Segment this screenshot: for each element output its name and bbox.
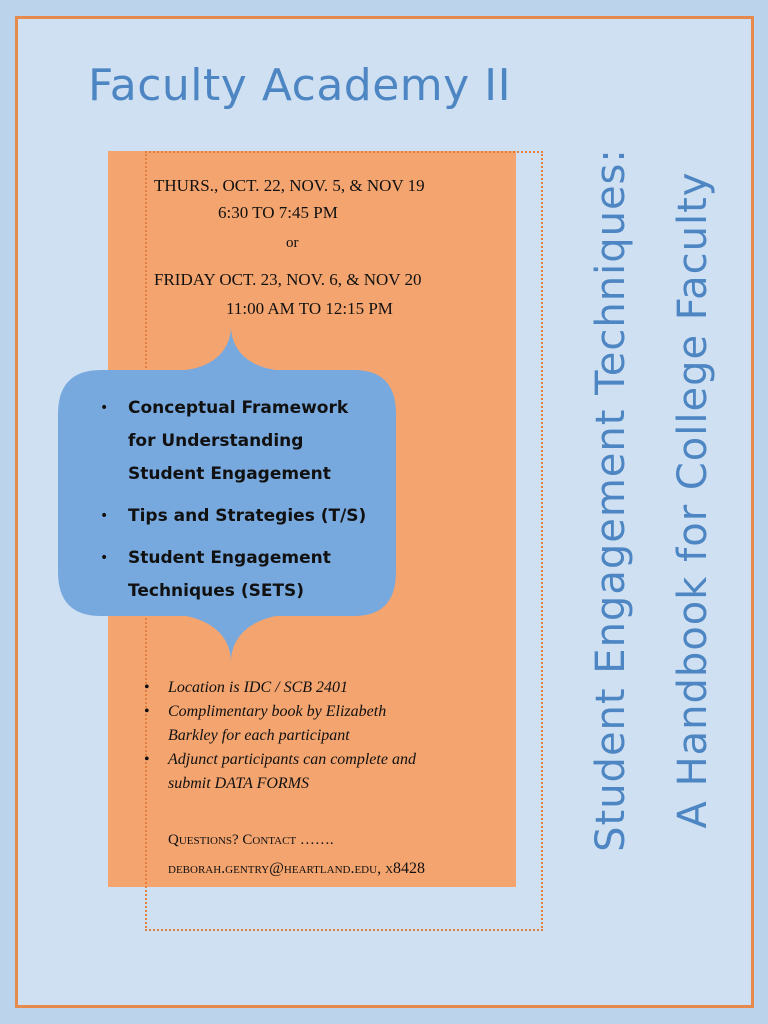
detail-item: [140, 748, 510, 796]
topic-item: [100, 542, 390, 608]
detail-item: [140, 676, 510, 700]
topic-item: [100, 392, 390, 491]
schedule-thursday-time: 6:30 TO 7:45 PM: [218, 203, 338, 222]
topic-line: Tips and Strategies (T/S): [128, 506, 367, 526]
topic-line: Student Engagement: [128, 464, 331, 484]
bullet-icon: •: [144, 703, 150, 720]
detail-line: Location is IDC / SCB 2401: [168, 679, 349, 696]
side-title: [570, 148, 734, 852]
schedule-or: or: [286, 235, 299, 251]
detail-item: [140, 700, 510, 748]
detail-line: Complimentary book by Elizabeth: [168, 703, 387, 720]
details-list: [140, 676, 510, 796]
bullet-icon: •: [100, 550, 109, 566]
bullet-icon: •: [144, 679, 150, 696]
topic-line: Techniques (SETS): [128, 581, 305, 601]
topic-line: Conceptual Framework: [128, 398, 349, 418]
bullet-icon: •: [100, 400, 109, 416]
side-title-line2: A Handbook for College Faculty: [670, 171, 716, 829]
topics-list: [100, 392, 390, 617]
topic-line: for Understanding: [128, 431, 304, 451]
schedule-thursday-dates: THURS., OCT. 22, NOV. 5, & NOV 19: [154, 176, 425, 195]
detail-line: Adjunct participants can complete and: [168, 751, 416, 768]
bullet-icon: •: [100, 508, 109, 524]
contact-email[interactable]: deborah.gentry@heartland.edu, x8428: [168, 860, 426, 877]
questions-contact: Questions? Contact …….: [168, 832, 334, 848]
schedule-friday-dates: FRIDAY OCT. 23, NOV. 6, & NOV 20: [154, 270, 422, 289]
side-title-line1: Student Engagement Techniques:: [588, 148, 634, 852]
topic-line: Student Engagement: [128, 548, 331, 568]
topic-item: [100, 500, 390, 533]
bullet-icon: •: [144, 751, 150, 768]
detail-line: Barkley for each participant: [168, 727, 350, 744]
flyer-title: Faculty Academy II: [88, 60, 512, 111]
detail-line: submit DATA FORMS: [168, 775, 310, 792]
schedule-friday-time: 11:00 AM TO 12:15 PM: [226, 299, 393, 318]
